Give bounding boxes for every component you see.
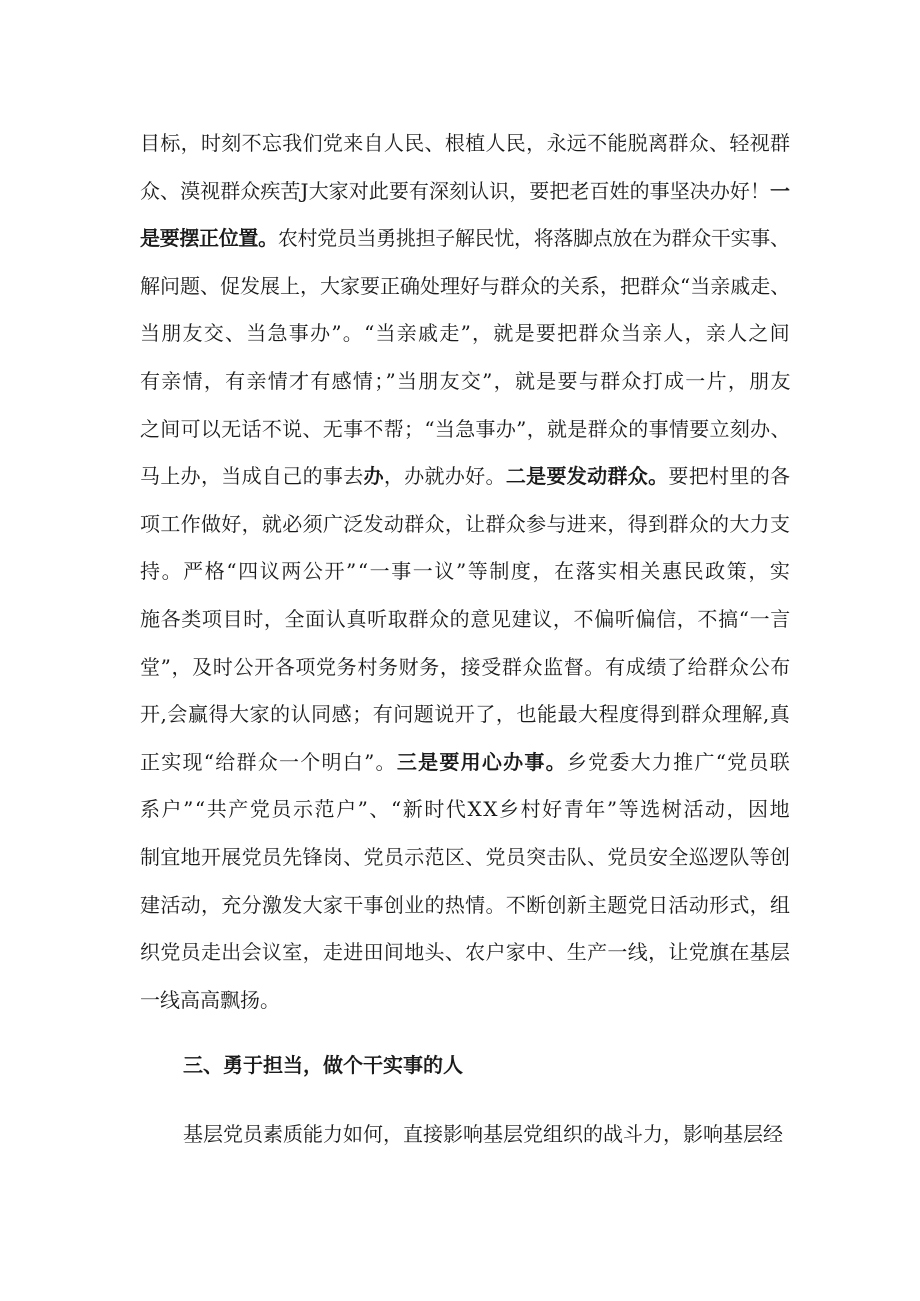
text-span: 正实现“给群众一个明白”。 bbox=[140, 749, 397, 774]
body-paragraph-start: 基层党员素质能力如何，直接影响基层党组织的战斗力，影响基层经 bbox=[183, 1122, 783, 1146]
text-span: 解问题、促发展上，大家要正确处理好与群众的关系，把群众“当亲戚走、 bbox=[140, 273, 791, 298]
text-span: 之间可以无话不说、无事不帮；“当急事办”，就是群众的事情要立刻办、 bbox=[140, 416, 791, 441]
bold-text: 三是要用心办事。 bbox=[396, 749, 567, 774]
bold-text: 是要摆正位置。 bbox=[140, 226, 278, 251]
bold-text: 一 bbox=[770, 178, 791, 203]
text-span: 制宜地开展党员先锋岗、党员示范区、党员突击队、党员安全巡逻队等创 bbox=[140, 845, 791, 869]
text-span: 开,会赢得大家的认同感；有问题说开了，也能最大程度得到群众理解,真 bbox=[140, 702, 791, 727]
text-line bbox=[140, 939, 790, 965]
text-line bbox=[140, 130, 790, 156]
text-span: 施各类项目时，全面认真听取群众的意见建议，不偏听偏信，不搞“一言 bbox=[140, 607, 791, 631]
text-span: 有亲情，有亲情才有感情；”当朋友交”，就是要与群众打成一片，朋友 bbox=[140, 369, 792, 393]
text-span: 一线高高飘扬。 bbox=[140, 987, 280, 1012]
text-line bbox=[140, 273, 790, 299]
text-line bbox=[140, 796, 791, 822]
text-span: 持。严格“四议两公开”“一事一议”等制度，在落实相关惠民政策，实 bbox=[140, 559, 792, 584]
text-span: 乡党委大力推广“党员联 bbox=[566, 749, 791, 774]
text-span: 堂”，及时公开各项党务村务财务，接受群众监督。有成绩了给群众公布 bbox=[140, 654, 791, 679]
text-line bbox=[140, 892, 790, 918]
bold-text: 办 bbox=[363, 464, 384, 489]
text-line bbox=[140, 844, 790, 870]
bold-text: 二是要发动群众。 bbox=[505, 464, 669, 489]
text-span: ，办就办好。 bbox=[383, 464, 506, 489]
text-span: 建活动，充分激发大家干事创业的热情。不断创新主题党日活动形式，组 bbox=[140, 892, 791, 917]
text-span: 织党员走出会议室，走进田间地头、农户家中、生产一线，让党旗在基层 bbox=[140, 940, 791, 965]
section-heading: 三、勇于担当，做个干实事的人 bbox=[183, 1053, 463, 1077]
text-line bbox=[140, 225, 790, 251]
text-line bbox=[140, 558, 791, 584]
text-line bbox=[140, 749, 791, 775]
text-line bbox=[140, 511, 790, 537]
text-span: 众、漠视群众疾苦J大家对此要有深刻认识，要把老百姓的事坚决办好！ bbox=[140, 178, 771, 203]
text-line bbox=[140, 987, 280, 1013]
text-span: 系户”“共产党员示范户”、“新时代XX乡村好青年”等选树活动，因地 bbox=[140, 797, 792, 822]
text-line bbox=[140, 701, 790, 727]
text-span: 马上办，当成自己的事去 bbox=[140, 464, 364, 489]
text-line bbox=[140, 320, 791, 346]
text-line bbox=[140, 178, 790, 204]
text-line bbox=[140, 416, 791, 442]
text-span: 目标，时刻不忘我们党来自人民、根植人民，永远不能脱离群众、轻视群 bbox=[140, 131, 791, 155]
text-line bbox=[140, 606, 791, 632]
text-line bbox=[140, 654, 791, 680]
text-line bbox=[140, 368, 792, 394]
text-span: 项工作做好，就必须广泛发动群众，让群众参与进来，得到群众的大力支 bbox=[140, 511, 791, 536]
text-span: 要把村里的各 bbox=[668, 464, 791, 489]
text-line bbox=[140, 463, 790, 489]
text-span: 当朋友交、当急事办”。“当亲戚走”，就是要把群众当亲人，亲人之间 bbox=[140, 321, 791, 346]
text-span: 农村党员当勇挑担子解民忧，将落脚点放在为群众干实事、 bbox=[277, 226, 790, 251]
